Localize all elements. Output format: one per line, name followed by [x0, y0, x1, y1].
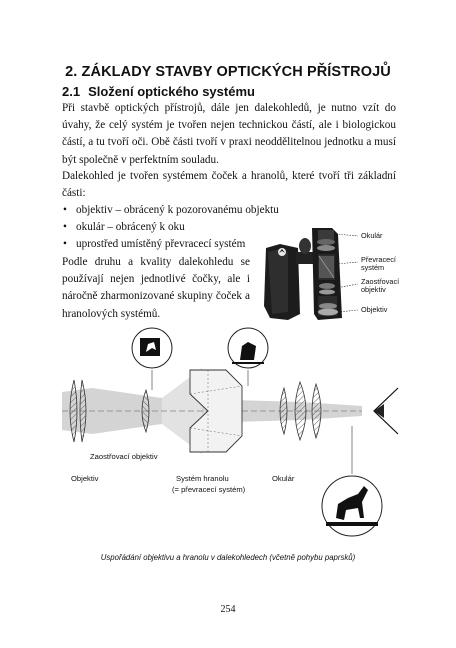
callout-objektiv: Objektiv [361, 305, 388, 314]
section-heading: Složení optického systému [88, 84, 255, 99]
callout-zaostrovaci-objektiv: Zaostřovací objektiv [361, 277, 400, 295]
callout-prevraceci-system: Převracecí systém [361, 255, 396, 273]
intro-paragraph: Při stavbě optických přístrojů, dále jen dalekohledů, je nutno vzít do úvahy, že celý systém je tvořen nejen technickou částí, ale i biologickou částí, a tu tvoří oči. Obě části tvoří v praxi neoddělitelnou jednotku a musí být společně v perfektním souladu. [62, 102, 396, 166]
figure-caption: Uspořádání objektivu a hranolu v dalekohledech (včetně pohybu paprsků) [100, 553, 356, 562]
page-number: 254 [220, 604, 236, 615]
optical-path-diagram [62, 326, 408, 538]
parts-list [62, 202, 279, 254]
diagram-label-objektiv: Objektiv [71, 474, 99, 483]
list-item: • uprostřed umístěný převracecí systém [62, 236, 279, 253]
parts-paragraph: Dalekohled je tvořen systémem čoček a hranolů, které tvoří tři základní části: [62, 170, 396, 200]
section-number: 2.1 [62, 84, 81, 99]
diagram-label-prevraceci-system: (= převracecí systém) [172, 485, 246, 494]
section-title [62, 84, 255, 99]
list-item: • objektiv – obrácený k pozorovanému objektu [62, 202, 279, 219]
lens-groups-paragraph: Podle druhu a kvality dalekohledu se používají nejen jednotlivé čočky, ale i náročně zharmonizované skupiny čoček a hranolových systémů. [62, 256, 250, 320]
chapter-title: 2. ZÁKLADY STAVBY OPTICKÝCH PŘÍSTROJŮ [65, 64, 391, 80]
diagram-label-okular: Okulár [272, 474, 295, 483]
callout-okular: Okulár [361, 231, 383, 240]
list-item: • okulár – obrácený k oku [62, 219, 279, 236]
diagram-label-system-hranolu: Systém hranolu [176, 474, 229, 483]
diagram-label-zaostrovaci-objektiv: Zaostřovací objektiv [90, 452, 158, 461]
binocular-illustration [258, 222, 358, 324]
